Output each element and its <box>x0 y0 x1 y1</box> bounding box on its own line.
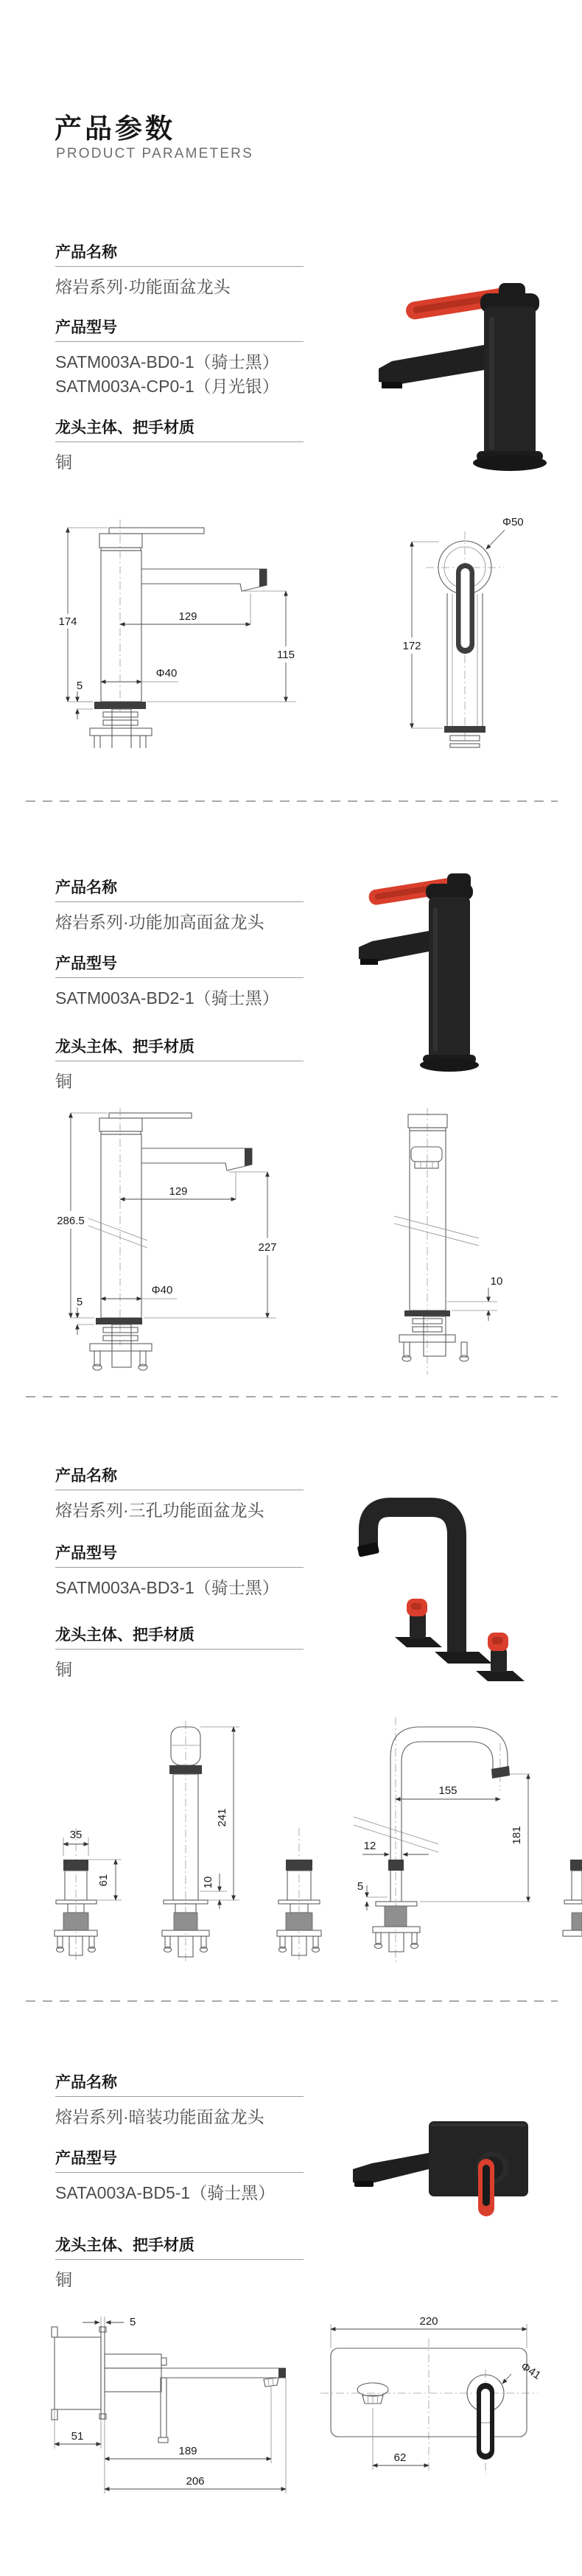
s2-material-field <box>55 1035 304 1094</box>
s4-product-name-field <box>55 2070 304 2129</box>
dim-reach: 189 <box>178 2445 197 2457</box>
s1-product-model-field <box>55 315 304 398</box>
s4-material-value: 铜 <box>55 2270 72 2289</box>
dim-height: 174 <box>58 615 77 628</box>
s4-product-model-value <box>55 2181 304 2205</box>
aerator-front <box>357 2383 388 2396</box>
s1-product-photo-basin-faucet <box>354 258 582 479</box>
model-line: SATM003A-BD3-1（骑士黑） <box>55 1578 279 1597</box>
s2-technical-drawing <box>22 1102 567 1389</box>
faucet-illustration <box>379 283 547 471</box>
side-view-dimensions <box>55 2316 286 2493</box>
dim-handle-width: 35 <box>69 1829 83 1841</box>
s1-material-value: 铜 <box>55 453 72 472</box>
dim-front-height: 172 <box>402 640 421 652</box>
dim-base-height: 5 <box>76 1296 83 1308</box>
s1-product-name-value: 熔岩系列·功能面盆龙头 <box>55 277 231 296</box>
side-view-dimensions <box>57 1113 276 1335</box>
dim-outlet-height: 227 <box>258 1241 277 1254</box>
spout-outlet <box>491 1766 510 1779</box>
dim-tube-diameter: 12 <box>363 1840 376 1852</box>
field-label-product-name: 产品名称 <box>55 1464 304 1490</box>
model-line: SATM003A-CP0-1（月光银） <box>55 376 279 396</box>
dim-plate-thickness: 5 <box>130 2316 136 2328</box>
faucet-illustration <box>359 873 479 1072</box>
dim-spout-height: 241 <box>216 1808 228 1827</box>
handle-stem <box>491 1649 507 1672</box>
field-label-product-model: 产品型号 <box>55 952 304 978</box>
dim-height: 286.5 <box>57 1215 85 1227</box>
faucet-illustration <box>353 2121 528 2216</box>
dim-handle-diameter: Φ41 <box>518 2360 544 2382</box>
front-view-dimensions <box>447 1275 502 1321</box>
handle-base <box>476 1671 525 1681</box>
field-label-product-model: 产品型号 <box>55 1541 304 1568</box>
field-label-material: 龙头主体、把手材质 <box>55 1623 304 1650</box>
side-view-dimensions <box>58 528 296 719</box>
dim-handle-height: 61 <box>97 1874 110 1887</box>
s2-product-model-value <box>55 986 304 1010</box>
s4-technical-drawing <box>22 2311 567 2506</box>
page-subtitle: PRODUCT PARAMETERS <box>56 146 253 161</box>
dim-outlet-height: 115 <box>277 649 295 661</box>
side-view <box>88 1108 252 1370</box>
spout-front-view <box>162 1721 239 1964</box>
dim-spout-offset: 10 <box>202 1876 214 1889</box>
dim-outlet-height: 181 <box>511 1826 523 1845</box>
field-label-product-name: 产品名称 <box>55 2070 304 2097</box>
field-label-product-model: 产品型号 <box>55 2146 304 2173</box>
aerator <box>354 2181 374 2187</box>
dim-body-diameter: Φ40 <box>151 1284 173 1296</box>
s4-product-model-field <box>55 2146 304 2205</box>
dim-reach: 129 <box>169 1185 188 1198</box>
s2-product-model-field <box>55 952 304 1010</box>
field-label-product-name: 产品名称 <box>55 876 304 902</box>
s1-material-field <box>55 416 304 475</box>
spout-tip <box>278 2368 286 2378</box>
dim-base-height: 5 <box>76 680 83 692</box>
front-view <box>426 531 504 747</box>
s4-product-name-value: 熔岩系列·暗装功能面盆龙头 <box>55 2107 264 2126</box>
handle-front-view <box>55 1828 122 1962</box>
s3-product-model-value <box>55 1576 304 1600</box>
dim-front-offset: 10 <box>490 1275 503 1288</box>
handle-base <box>395 1637 442 1647</box>
s2-material-value: 铜 <box>55 1072 72 1091</box>
dim-total-reach: 206 <box>186 2475 205 2488</box>
model-line: SATM003A-BD2-1（骑士黑） <box>55 988 279 1008</box>
s2-product-name-value: 熔岩系列·功能加高面盆龙头 <box>55 912 264 932</box>
faucet-spout <box>379 345 484 385</box>
s1-product-name-field <box>55 240 304 299</box>
handle-front-view-partial <box>563 1860 582 1936</box>
s3-product-name-value: 熔岩系列·三孔功能面盆龙头 <box>55 1501 264 1520</box>
dim-box-depth: 51 <box>71 2430 84 2443</box>
s3-material-field <box>55 1623 304 1682</box>
side-view <box>90 520 267 748</box>
s3-product-name-field <box>55 1464 304 1523</box>
s1-technical-drawing <box>22 483 567 748</box>
page-title: 产品参数 <box>55 114 175 144</box>
s3-technical-drawing <box>22 1717 582 2001</box>
section-divider <box>26 2000 558 2002</box>
dim-spout-offset: 62 <box>393 2451 407 2464</box>
dim-base-height: 5 <box>357 1880 364 1893</box>
faucet-illustration <box>357 1507 525 1681</box>
dim-plate-width: 220 <box>419 2315 438 2328</box>
faucet-spout <box>353 2153 429 2182</box>
handle-front-view-2 <box>277 1828 321 1962</box>
section-divider <box>26 800 558 802</box>
front-view-dimensions <box>331 2315 543 2470</box>
dim-reach: 155 <box>438 1784 457 1797</box>
s4-material-field <box>55 2233 304 2292</box>
aerator <box>360 959 378 965</box>
section-divider <box>26 1396 558 1397</box>
s1-product-model-value <box>55 350 304 398</box>
s3-product-model-field <box>55 1541 304 1600</box>
spout-base <box>435 1652 492 1664</box>
s3-product-photo-three-hole-faucet <box>346 1463 582 1699</box>
field-label-material: 龙头主体、把手材质 <box>55 2233 304 2260</box>
faucet-spout <box>359 931 429 962</box>
dim-body-diameter: Φ40 <box>155 667 178 680</box>
s2-product-photo-tall-faucet <box>350 851 501 1083</box>
dim-cap-diameter: Φ50 <box>502 516 524 528</box>
side-view <box>52 2327 286 2443</box>
s2-product-name-field <box>55 876 304 935</box>
field-label-material: 龙头主体、把手材质 <box>55 1035 304 1061</box>
model-line: SATA003A-BD5-1（骑士黑） <box>55 2183 276 2202</box>
field-label-product-name: 产品名称 <box>55 240 304 267</box>
front-view <box>320 2339 538 2474</box>
s3-material-value: 铜 <box>55 1660 72 1679</box>
spout-side-view <box>354 1717 530 1964</box>
aerator <box>382 382 402 388</box>
front-view <box>394 1108 479 1375</box>
model-line: SATM003A-BD0-1（骑士黑） <box>55 352 279 371</box>
field-label-product-model: 产品型号 <box>55 315 304 342</box>
field-label-material: 龙头主体、把手材质 <box>55 416 304 442</box>
dim-reach: 129 <box>178 610 197 623</box>
s4-product-photo-wall-mounted-faucet <box>343 2119 582 2266</box>
